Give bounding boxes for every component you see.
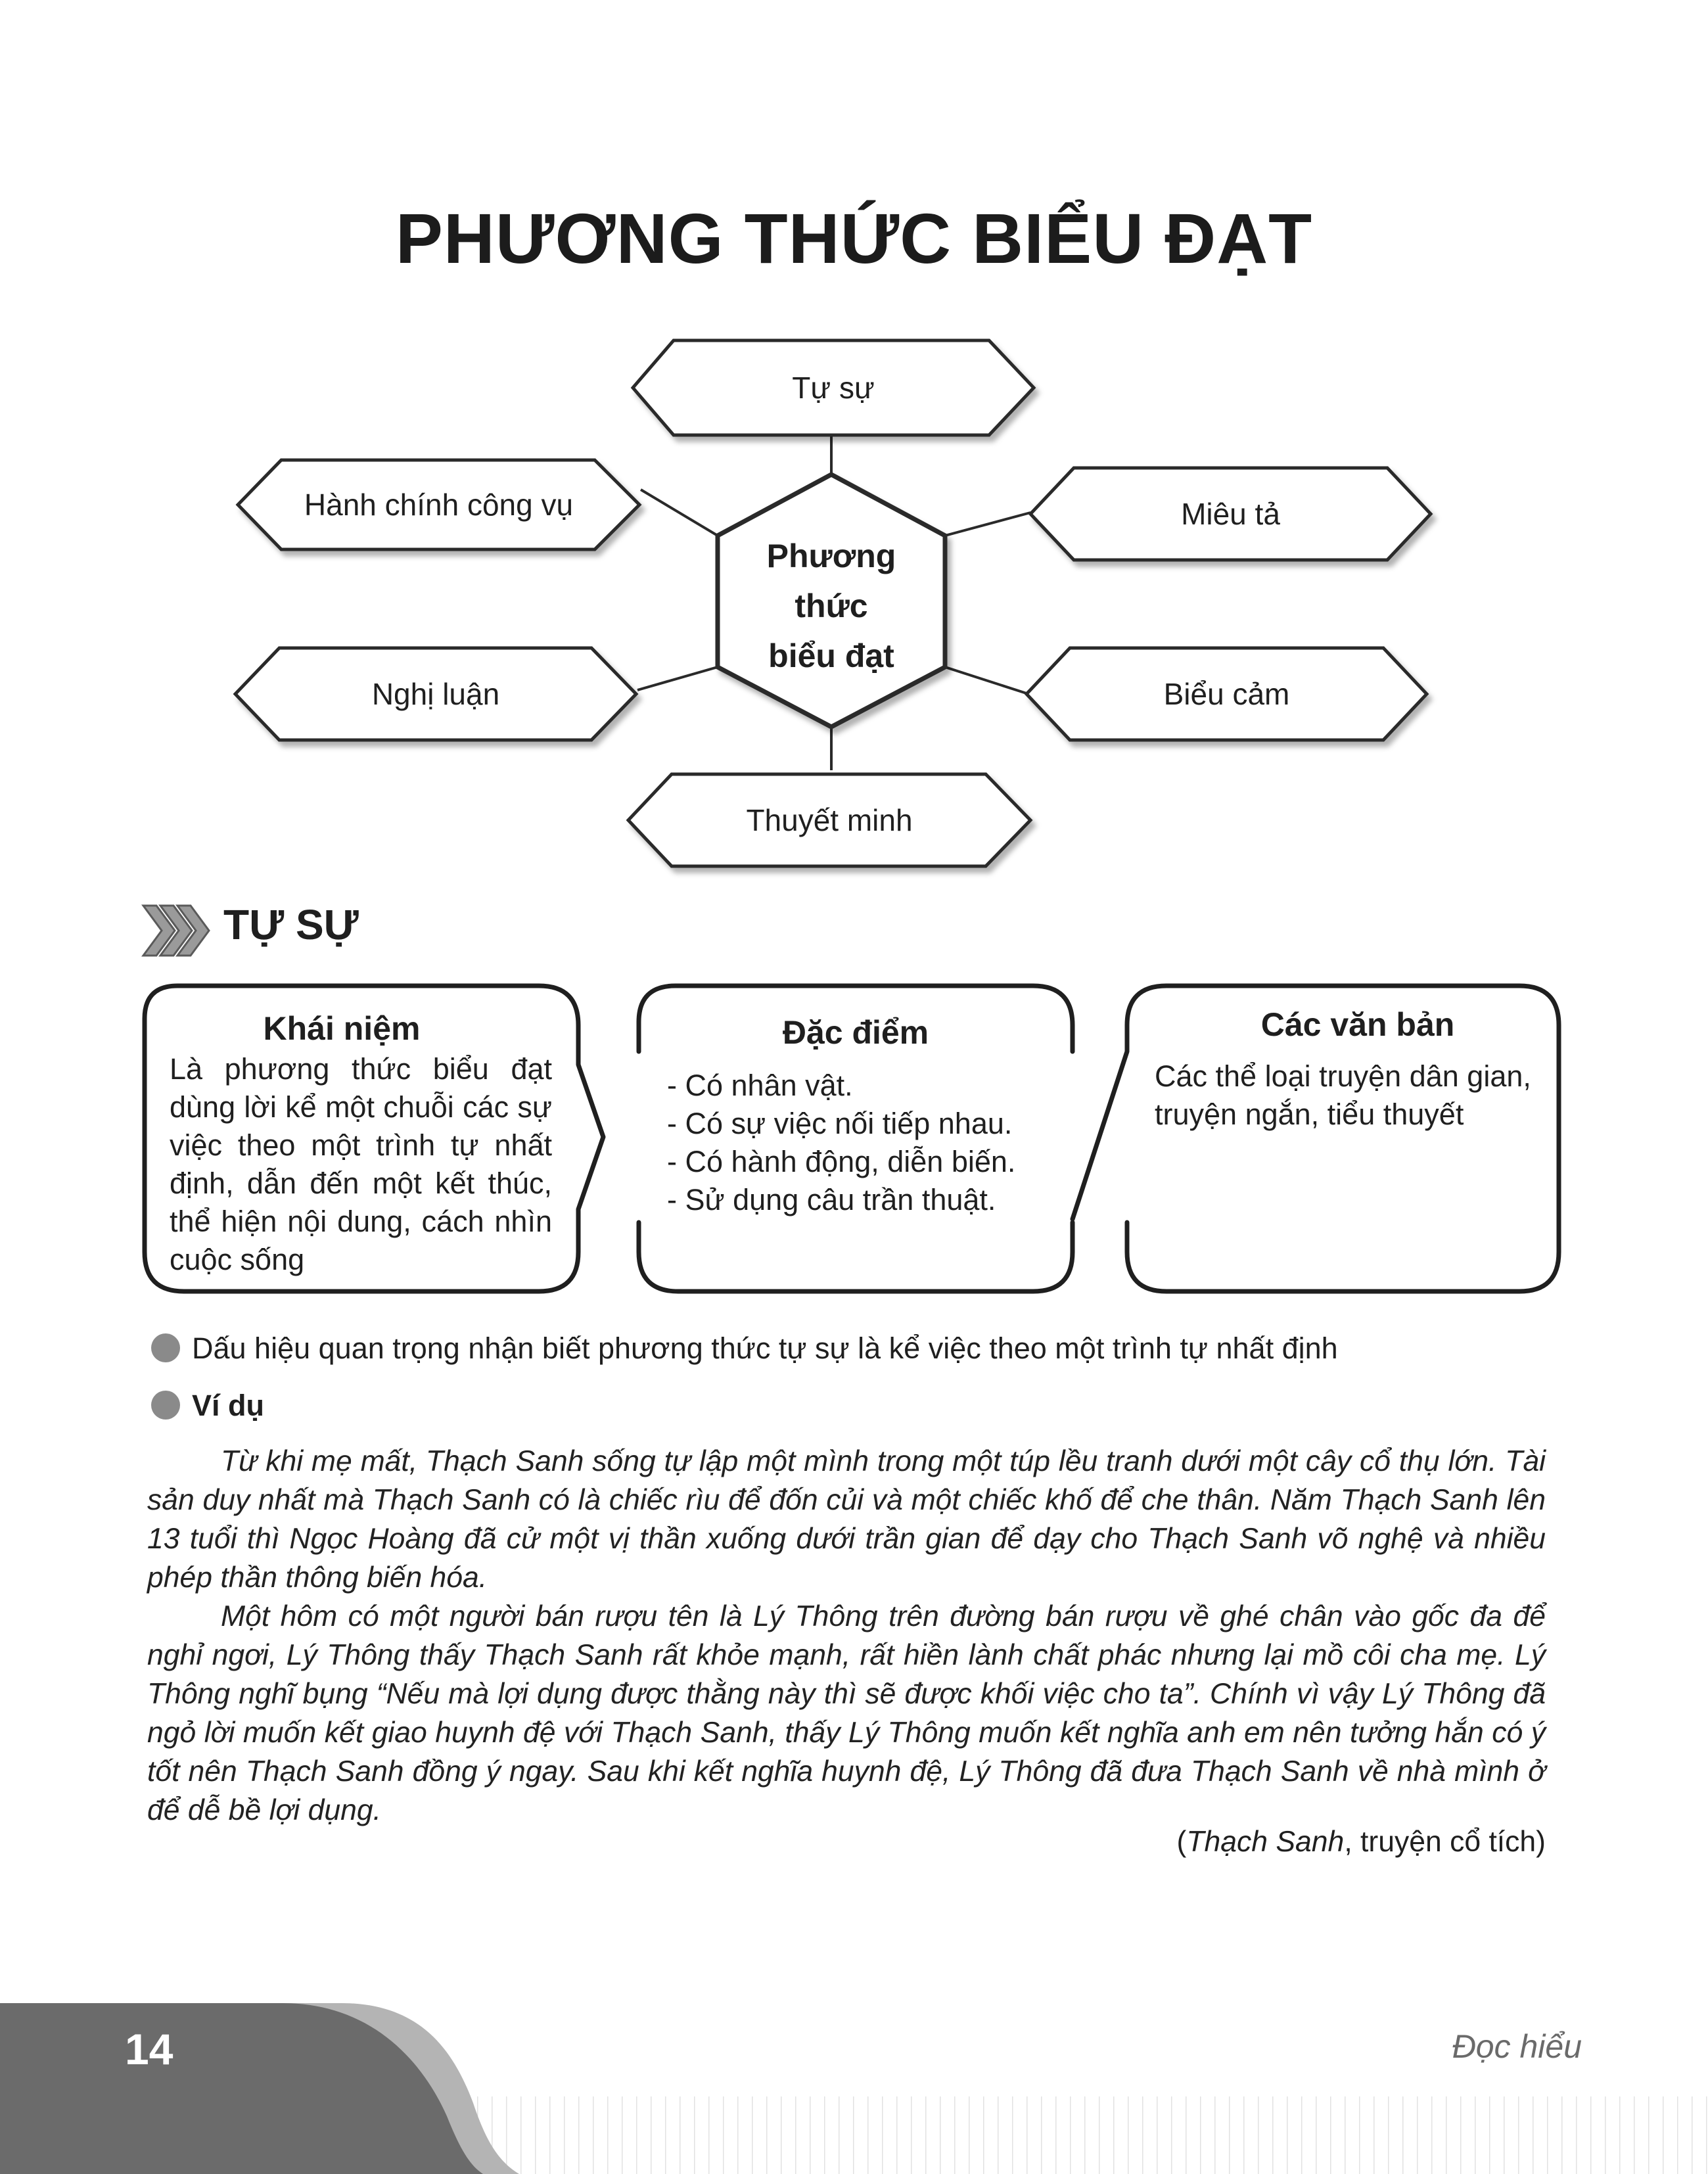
card-features-line: - Có nhân vật. [667, 1069, 853, 1102]
card-features-line: - Có sự việc nối tiếp nhau. [667, 1107, 1013, 1140]
section-heading: TỰ SỰ [223, 901, 359, 948]
card-texts-title: Các văn bản [1260, 1006, 1455, 1043]
source-work: Thạch Sanh [1186, 1826, 1345, 1858]
card-concept-line: Là phương thức biểu đạt [170, 1052, 552, 1086]
card-concept-line: thể hiện nội dung, cách nhìn [170, 1205, 552, 1238]
card-concept-text [170, 1050, 552, 1279]
note-text: Dấu hiệu quan trọng nhận biết phương thức tự sự là kể việc theo một trình tự nhất định [192, 1331, 1338, 1365]
source-open: ( [1176, 1826, 1187, 1858]
card-concept-line: định, dẫn đến một kết thúc, [170, 1167, 552, 1200]
story-text [147, 1442, 1546, 1830]
example-label: Ví dụ [192, 1389, 264, 1422]
footer-section-label: Đọc hiểu [1452, 2028, 1582, 2065]
center-label-line-1: Phương [766, 538, 896, 574]
card-features-text [667, 1067, 1061, 1219]
card-texts-text [1155, 1057, 1549, 1134]
example-heading [151, 1389, 264, 1423]
card-concept-line: dùng lời kể một chuỗi các sự [170, 1090, 552, 1124]
card-texts-line: truyện ngắn, tiểu thuyết [1155, 1098, 1464, 1131]
node-bottom-right-label: Biểu cảm [1163, 677, 1290, 711]
source-rest: , truyện cổ tích) [1344, 1826, 1546, 1858]
card-concept-title: Khái niệm [263, 1010, 421, 1047]
node-bottom-left-label: Nghị luận [371, 677, 500, 711]
bullet-dot-icon [151, 1333, 180, 1362]
node-bottom-label: Thuyết minh [746, 803, 913, 837]
node-top-right-label: Miêu tả [1181, 497, 1280, 531]
node-top-left-label: Hành chính công vụ [304, 488, 574, 522]
story-source [1177, 1826, 1546, 1859]
card-features-line: - Có hành động, diễn biến. [667, 1145, 1016, 1178]
center-label-line-3: biểu đạt [768, 637, 894, 674]
story-paragraph: Một hôm có một người bán rượu tên là Lý Thông trên đường bán rượu về ghé chân vào gốc đa để nghỉ ngơi, Lý Thông thấy Thạch Sanh rất khỏe mạnh, rất hiền lành chất phác nhưng lại mồ côi cha mẹ. Lý Thông nghĩ bụng “Nếu mà lợi dụng được thằng này thì sẽ được khối việc cho ta”. Chính vì vậy Lý Thông đã ngỏ lời muốn kết giao huynh đệ với Thạch Sanh, thấy Lý Thông muốn kết nghĩa anh em nên tưởng hắn có ý tốt nên Thạch Sanh đồng ý ngay. Sau khi kết nghĩa huynh đệ, Lý Thông đã đưa Thạch Sanh về nhà mình ở để dễ bề lợi dụng. [147, 1600, 1546, 1826]
card-texts-line: Các thể loại truyện dân gian, [1155, 1059, 1531, 1093]
page-title: PHƯƠNG THỨC BIỂU ĐẠT [395, 198, 1313, 278]
card-features-frame-bottom [639, 1222, 1073, 1291]
card-texts-frame-top [1073, 986, 1166, 1219]
page-number: 14 [125, 2025, 173, 2073]
card-concept-line: cuộc sống [170, 1243, 305, 1276]
bullet-dot-icon [151, 1391, 180, 1420]
card-concept-line: việc theo một trình tự nhất [170, 1128, 552, 1162]
story-paragraph: Từ khi mẹ mất, Thạch Sanh sống tự lập một mình trong một túp lều tranh dưới một cây cổ thụ lớn. Tài sản duy nhất mà Thạch Sanh có là chiếc rìu để đốn củi và một chiếc khố để che thân. Năm Thạch Sanh lên 13 tuổi thì Ngọc Hoàng đã cử một vị thần xuống dưới trần gian để dạy cho Thạch Sanh võ nghệ và nhiều phép thần thông biến hóa. [147, 1445, 1546, 1594]
node-top-label: Tự sự [792, 371, 875, 405]
center-label-line-2: thức [795, 588, 868, 624]
note-line [151, 1331, 1564, 1366]
card-features-title: Đặc điểm [782, 1014, 929, 1051]
card-features-line: - Sử dụng câu trần thuật. [667, 1183, 996, 1216]
